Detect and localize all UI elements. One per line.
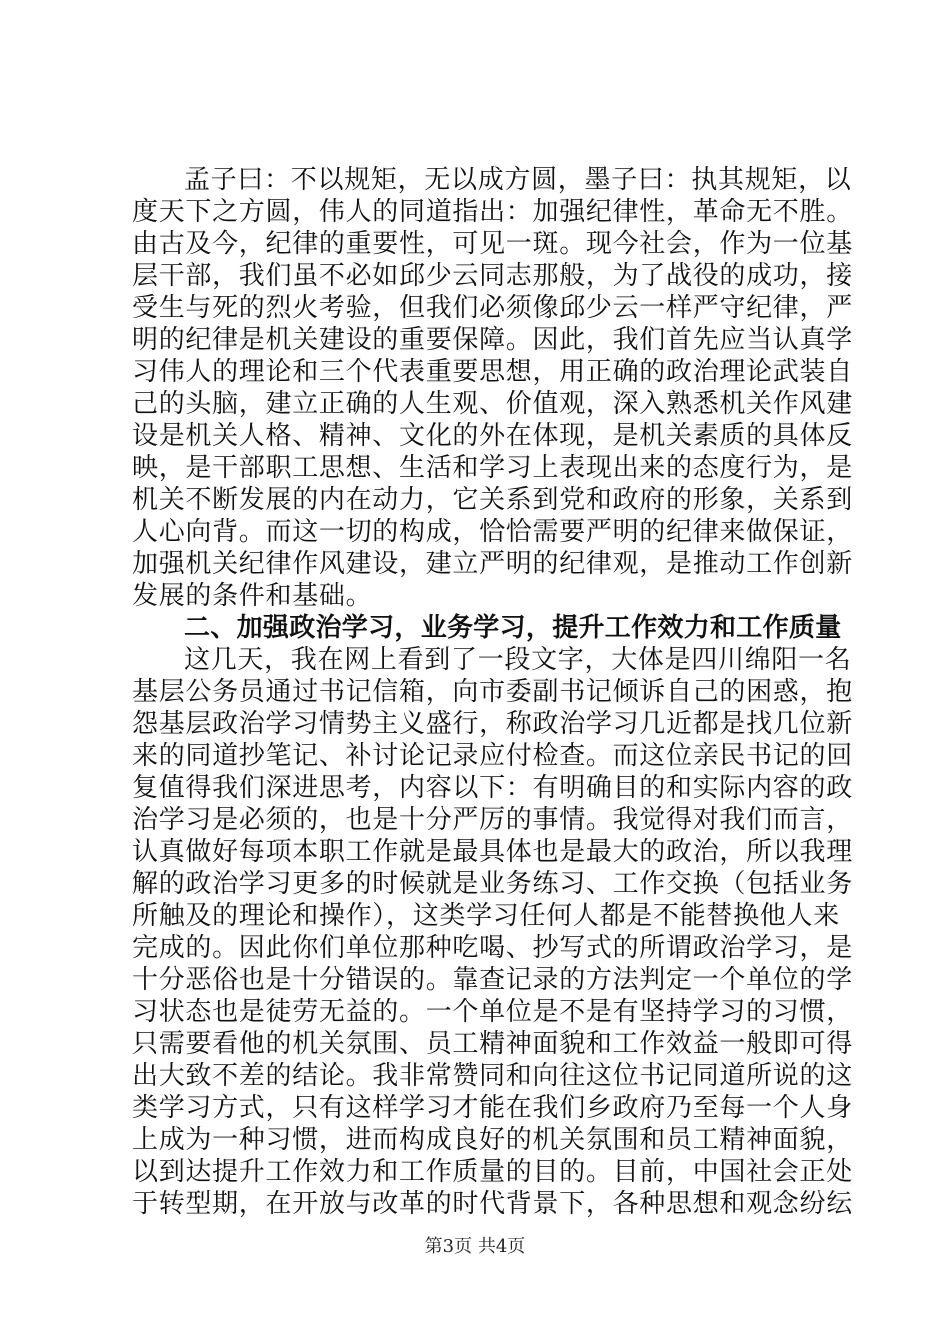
paragraph-line: 度天下之方圆，伟人的同道指出：加强纪律性，革命无不胜。: [132, 197, 853, 227]
paragraph-line: 习伟人的理论和三个代表重要思想，用正确的政治理论武装自: [132, 357, 853, 387]
paragraph-line: 设是机关人格、精神、文化的外在体现，是机关素质的具体反: [132, 421, 853, 451]
paragraph-line: 出大致不差的结论。我非常赞同和向往这位书记同道所说的这: [132, 1061, 853, 1091]
paragraph-line: 复值得我们深进思考，内容以下：有明确目的和实际内容的政: [132, 773, 853, 803]
paragraph-line: 十分恶俗也是十分错误的。靠查记录的方法判定一个单位的学: [132, 965, 853, 995]
paragraph-line: 怨基层政治学习情势主义盛行，称政治学习几近都是找几位新: [132, 709, 853, 739]
paragraph-line: 己的头脑，建立正确的人生观、价值观，深入熟悉机关作风建: [132, 389, 853, 419]
paragraph-line: 由古及今，纪律的重要性，可见一斑。现今社会，作为一位基: [132, 229, 853, 259]
paragraph-line: 层干部，我们虽不必如邱少云同志那般，为了战役的成功，接: [132, 261, 853, 291]
paragraph-line: 基层公务员通过书记信箱，向市委副书记倾诉自己的困惑，抱: [132, 677, 853, 707]
paragraph-line: 认真做好每项本职工作就是最具体也是最大的政治，所以我理: [132, 837, 853, 867]
paragraph-line: 于转型期，在开放与改革的时代背景下，各种思想和观念纷纭: [132, 1189, 853, 1219]
document-body: [132, 164, 853, 1220]
paragraph-line: 类学习方式，只有这样学习才能在我们乡政府乃至每一个人身: [132, 1093, 853, 1123]
paragraph-line: 所触及的理论和操作），这类学习任何人都是不能替换他人来: [132, 901, 840, 931]
paragraph-line: 完成的。因此你们单位那种吃喝、抄写式的所谓政治学习，是: [132, 933, 853, 963]
section-heading: 二、加强政治学习，业务学习，提升工作效力和工作质量: [184, 613, 842, 643]
paragraph-line: 人心向背。而这一切的构成，恰恰需要严明的纪律来做保证，: [132, 517, 853, 547]
paragraph-line: 治学习是必须的，也是十分严厉的事情。我觉得对我们而言，: [132, 805, 853, 835]
paragraph-line: 受生与死的烈火考验，但我们必须像邱少云一样严守纪律，严: [132, 293, 853, 323]
paragraph-line: 孟子曰：不以规矩，无以成方圆，墨子曰：执其规矩，以: [184, 165, 852, 195]
paragraph-line: 习状态也是徒劳无益的。一个单位是不是有坚持学习的习惯，: [132, 997, 853, 1027]
paragraph-line: 以到达提升工作效力和工作质量的目的。目前，中国社会正处: [132, 1157, 853, 1187]
paragraph-line: 来的同道抄笔记、补讨论记录应付检查。而这位亲民书记的回: [132, 741, 853, 771]
paragraph-line: 明的纪律是机关建设的重要保障。因此，我们首先应当认真学: [132, 325, 853, 355]
paragraph-line: 只需要看他的机关氛围、员工精神面貌和工作效益一般即可得: [132, 1029, 853, 1059]
paragraph-line: 机关不断发展的内在动力，它关系到党和政府的形象，关系到: [132, 485, 853, 515]
paragraph-line: 上成为一种习惯，进而构成良好的机关氛围和员工精神面貌，: [132, 1125, 853, 1155]
paragraph-line: 这几天，我在网上看到了一段文字，大体是四川绵阳一名: [184, 645, 852, 675]
page-number-footer: 第3页 共4页: [424, 1236, 526, 1257]
paragraph-line: 解的政治学习更多的时候就是业务练习、工作交换（包括业务: [132, 869, 853, 899]
paragraph-line: 加强机关纪律作风建设，建立严明的纪律观，是推动工作创新: [132, 549, 853, 579]
paragraph-line: 发展的条件和基础。: [132, 581, 373, 611]
paragraph-line: 映，是干部职工思想、生活和学习上表现出来的态度行为，是: [132, 453, 853, 483]
